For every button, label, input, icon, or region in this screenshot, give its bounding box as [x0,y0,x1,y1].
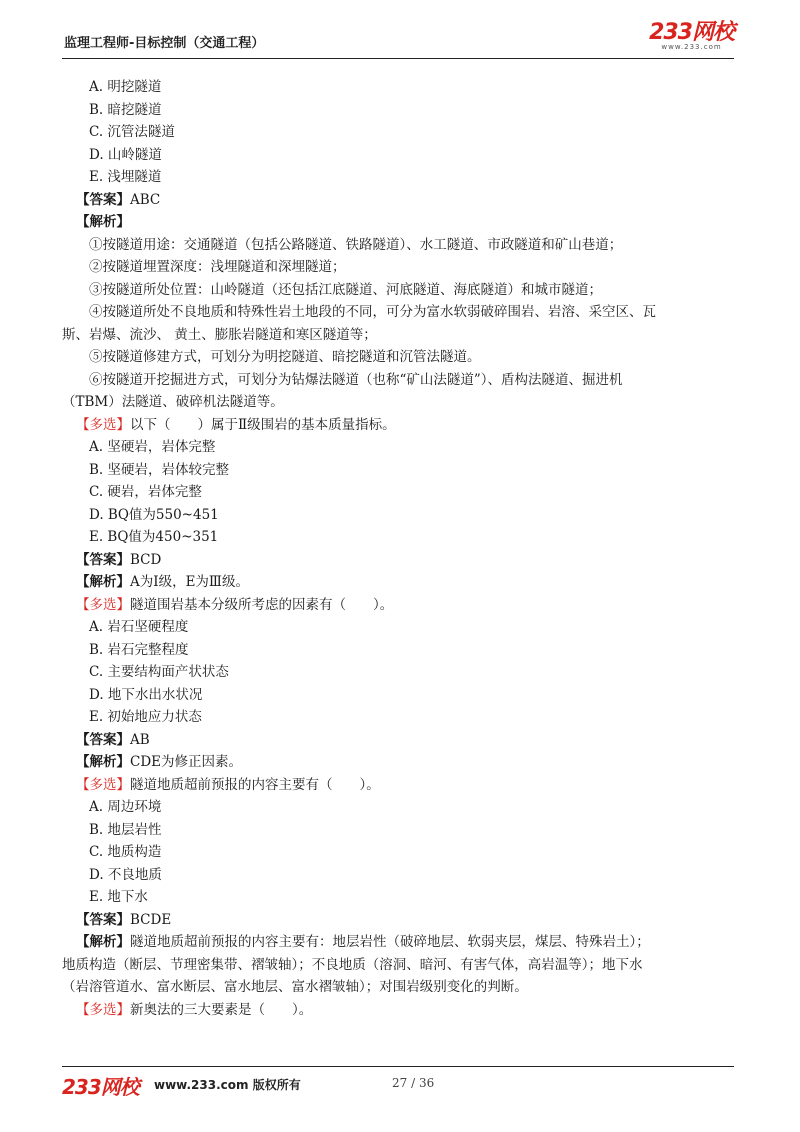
text-line [0,751,800,774]
line-text: A. 岩石坚硬程度 [89,619,189,635]
text-line [0,661,800,684]
brand-logo-url: www.233.com [661,43,722,51]
question-type-tag: 【多选】 [76,596,130,613]
text-line [0,346,800,369]
line-text: 地质构造（断层、节理密集带、褶皱轴）；不良地质（溶洞、暗河、有害气体，高岩温等）；地下水 [62,956,643,973]
section-label: 【答案】 [76,551,130,568]
line-text: B. 岩石完整程度 [89,641,189,658]
line-text: E. 地下水 [89,889,148,905]
line-text: 新奥法的三大要素是（ ）。 [130,1001,313,1018]
text-line [0,549,800,572]
line-text: BCD [130,551,162,568]
text-line [0,76,800,99]
line-text: ①按隧道用途：交通隧道（包括公路隧道、铁路隧道）、水工隧道、市政隧道和矿山巷道； [89,236,623,253]
text-line [0,616,800,639]
text-line [0,301,800,324]
text-line [0,886,800,909]
line-text: B. 暗挖隧道 [89,101,162,118]
text-line [0,414,800,437]
text-line [0,706,800,729]
line-text: 以下（ ）属于Ⅱ级围岩的基本质量指标。 [130,416,396,433]
section-label: 【解析】 [76,754,130,770]
text-line [0,436,800,459]
text-line [0,121,800,144]
question-type-tag: 【多选】 [76,776,130,793]
text-line [0,256,800,279]
text-line [0,909,800,932]
line-text: 隧道地质超前预报的内容主要有：地层岩性（破碎地层、软弱夹层，煤层、特殊岩土）； [130,934,650,950]
text-line [0,571,800,594]
page-header [62,22,734,59]
page-footer [62,1066,734,1097]
line-text: CDE为修正因素。 [130,754,243,770]
document-body [0,76,800,1021]
text-line [0,819,800,842]
text-line [0,774,800,797]
text-line [0,324,800,347]
text-line [0,639,800,662]
text-line [0,369,800,392]
text-line [0,279,800,302]
line-text: E. 初始地应力状态 [89,709,202,725]
question-type-tag: 【多选】 [76,416,130,433]
line-text: ④按隧道所处不良地质和特殊性岩土地段的不同，可分为富水软弱破碎围岩、岩溶、采空区、瓦 [89,304,656,320]
text-line [0,796,800,819]
text-line [0,459,800,482]
brand-logo-text: 233网校 [649,20,734,45]
line-text: ③按隧道所处位置：山岭隧道（还包括江底隧道、河底隧道、海底隧道）和城市隧道； [89,281,602,298]
text-line [0,144,800,167]
line-text: A为Ⅰ级，E为Ⅲ级。 [130,574,249,590]
text-line [0,166,800,189]
text-line [0,931,800,954]
line-text: D. 地下水出水状况 [89,686,203,703]
section-label: 【答案】 [76,191,130,208]
line-text: A. 明挖隧道 [89,79,162,95]
line-text: D. 不良地质 [89,866,162,883]
text-line [0,841,800,864]
line-text: 隧道围岩基本分级所考虑的因素有（ ）。 [130,596,394,613]
text-line [0,999,800,1022]
section-label: 【解析】 [76,574,130,590]
line-text: ⑥按隧道开挖掘进方式，可划分为钻爆法隧道（也称“矿山法隧道”）、盾构法隧道、掘进机 [89,371,623,388]
text-line [0,594,800,617]
line-text: E. 浅埋隧道 [89,169,162,185]
text-line [0,391,800,414]
line-text: C. 主要结构面产状状态 [89,664,229,680]
line-text: B. 地层岩性 [89,821,162,838]
line-text: A. 周边环境 [89,799,162,815]
text-line [0,864,800,887]
footer-copyright: www.233.com 版权所有 [154,1078,301,1092]
line-text: D. BQ值为550~451 [89,506,219,523]
text-line [0,684,800,707]
line-text: 隧道地质超前预报的内容主要有（ ）。 [130,776,380,793]
text-line [0,99,800,122]
text-line [0,526,800,549]
text-line [0,729,800,752]
text-line [0,504,800,527]
line-text: ABC [130,191,161,208]
section-label: 【解析】 [76,934,130,950]
text-line [0,189,800,212]
text-line [0,976,800,999]
section-label: 【解析】 [76,214,130,230]
line-text: （TBM）法隧道、破碎机法隧道等。 [62,394,284,410]
text-line [0,954,800,977]
text-line [0,211,800,234]
text-line [0,234,800,257]
line-text: BCDE [130,911,172,928]
line-text: E. BQ值为450~351 [89,529,219,545]
line-text: D. 山岭隧道 [89,146,162,163]
line-text: C. 沉管法隧道 [89,124,175,140]
line-text: 斯、岩爆、流沙、 黄土、膨胀岩隧道和寒区隧道等； [62,326,377,343]
page-number: 27 / 36 [392,1076,435,1090]
line-text: ⑤按隧道修建方式，可划分为明挖隧道、暗挖隧道和沉管法隧道。 [89,349,481,365]
line-text: C. 地质构造 [89,844,162,860]
brand-logo [649,22,734,51]
footer-logo: 233网校 [62,1075,139,1099]
line-text: AB [130,731,150,748]
document-title: 监理工程师-目标控制（交通工程） [64,36,265,51]
line-text: B. 坚硬岩，岩体较完整 [89,461,230,478]
section-label: 【答案】 [76,911,130,928]
line-text: A. 坚硬岩，岩体完整 [89,439,216,455]
question-type-tag: 【多选】 [76,1001,130,1018]
section-label: 【答案】 [76,731,130,748]
line-text: ②按隧道埋置深度：浅埋隧道和深埋隧道； [89,259,346,275]
text-line [0,481,800,504]
line-text: C. 硬岩，岩体完整 [89,484,202,500]
line-text: （岩溶管道水、富水断层、富水地层、富水褶皱轴）；对围岩级别变化的判断。 [62,979,528,995]
